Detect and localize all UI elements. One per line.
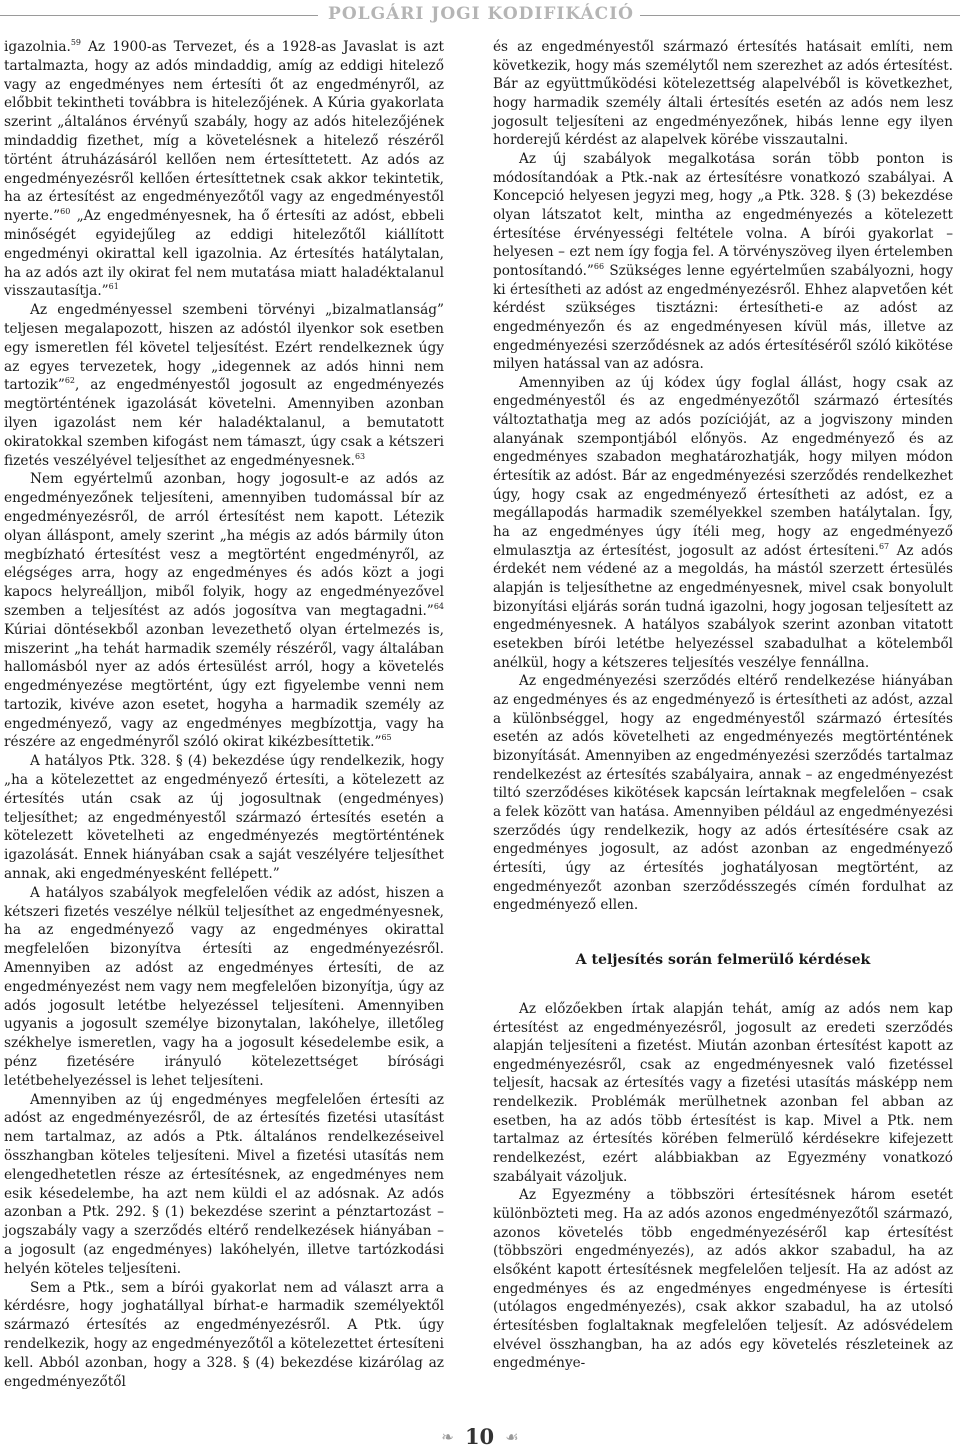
right-text-column (493, 38, 953, 1373)
paragraph (4, 301, 444, 470)
text-run: Amennyiben az új engedményes megfelelően értesíti az adóst az engedményezésről, de az értesítés fizetési utasítást nem tartalmaz, az adós a Ptk. általános rendelkezéseivel összhangban köteles teljesíteni. Mivel a fizetési utasítás nem elengedhetetlen része az értesítésnek, az engedményes nem esik késedelembe, ha azt nem küldi el az adósnak. Az adós azonban a Ptk. 292. § (1) bekezdése szerint a pénztartozást – jogszabály vagy a szerződés eltérő rendelkezések hiányában – a jogosult (az engedményes) lakóhelyén, illetve tartózkodási helyén köteles teljesíteni. (4, 1091, 444, 1277)
text-run: Az Egyezmény a többszöri értesítésnek három esetét különbözteti meg. Ha az adós azonos engedményezőtől származó, azonos követelés több engedményezéséről kap értesítést (többszöri engedményezés), az adós akkor szabadul, ha az elsőként kapott értesítésnek megfelelően teljesít. Ha az adóst az engedményes és az engedményes engedményese is értesíti (utólagos engedményezés), csak akkor szabadul, ha az utolsó értesítésben foglaltaknak megfelelően teljesít. Az adósvédelem elvével összhangban, ha az adós egy követelés részleteinek az engedménye- (493, 1187, 953, 1372)
text-run: Nem egyértelmű azonban, hogy jogosult-e az adós az engedményezőnek teljesíteni, amennyiben tudomással bír az engedményezésről, de arról értesítést nem kapott. Létezik olyan álláspont, amely szerint „ha mégis az adós bármily úton megbízható értesítést vesz a megtörtént engedményről, az elégséges arra, hogy az engedményes és adós közt a jogi kapocs helyreálljon, miből folyik, hogy az engedményezővel szemben a teljesítést az adós jogosítva van megtagadni.” (4, 471, 444, 619)
text-run: Az új szabályok megalkotása során több ponton is módosítandóak a Ptk.-nak az értesítésre vonatkozó szabályai. A Koncepció helyesen jegyzi meg, hogy „a Ptk. 328. § (3) bekezdése olyan látszatot kelt, mintha az engedményezés a kötelezett értesítése érvényességi feltétele volna. A bírói gyakorlat – helyesen – ezt nem így fogja fel. A törvényszöveg ilyen értelemben pontosítandó.” (493, 150, 953, 279)
paragraph (4, 38, 444, 301)
paragraph (4, 884, 444, 1091)
footnote-marker: 67 (878, 541, 890, 551)
footnote-marker: 66 (593, 261, 605, 271)
text-run: „Az engedményesnek, ha ő értesíti az adóst, ebbeli minőségét egyidejűleg az eddigi hitelezőtől kiállított engedményi okirattal kell igazolnia. Az értesítés hatálytalan, ha az adós azt ily okirat fel nem mutatása miatt haladéktalanul visszautasítja.” (4, 208, 444, 300)
paragraph (493, 1000, 953, 1187)
text-run: és az engedményestől származó értesítés hatásait említi, nem következik, hogy más személytől nem szerezhet az adós értesítést. Bár az együttműködési kötelezettség alapelvéből is következhet, hogy harmadik személy általi értesítés esetén az adós nem lesz jogosult teljesíteni az engedményezőnek, hibás lenne egy ilyen horderejű kérdést az alapelvek körébe visszautalni. (493, 39, 953, 149)
text-run: Sem a Ptk., sem a bírói gyakorlat nem ad választ arra a kérdésre, hogy joghatállyal bírhat-e harmadik személyektől származó értesítés az engedményezésről. A Ptk. úgy rendelkezik, hogy az engedményezőtől a kötelezettet értesíteni kell. Abból azonban, hogy a 328. § (4) bekezdése kizárólag az engedményezőtől (4, 1279, 444, 1390)
text-run: Szükséges lenne egyértelműen szabályozni, hogy ki értesítheti az adóst az engedményezésről. Ehhez alapvetően két kérdést szükséges tisztázni: értesítheti-e az adóst az engedményezőn és az engedményesen kívül más, illetve az engedményezési szerződésnek az adós értesítéséről szóló kikötése milyen hatással van az adósra. (493, 262, 953, 373)
paragraph (493, 374, 953, 673)
left-text-column (4, 38, 444, 1391)
text-run: A hatályos Ptk. 328. § (4) bekezdése úgy rendelkezik, hogy „ha a kötelezettet az engedményező értesíti, a kötelezett az értesítés után csak az új jogosultnak (engedményes) teljesíthet; az engedményestől származó értesítés esetén a kötelezett követelheti az engedményezés megtörténtének igazolását. Ennek hiányában csak a saját veszélyére teljesíthet annak, aki engedményesként fellépett.” (4, 753, 444, 883)
paragraph (493, 672, 953, 915)
footnote-marker: 61 (108, 282, 119, 292)
paragraph (4, 752, 444, 884)
footnote-marker: 64 (433, 601, 444, 611)
text-run: Kúriai döntésekből azonban levezethető olyan értelmezés is, miszerint „ha tehát harmadik személy részéről, vagy általában hallomásból nyer az adós értesülést arról, hogy a követelés engedményezése megtörtént, úgy ezt figyelembe venni nem tartozik, kivéve azon esetet, hogyha a harmadik személy az engedményező, vagy az engedményes megbízottja, vagy ha részére az engedményről szóló okirat kikézbesíttetik.” (4, 621, 444, 751)
section-heading: A teljesítés során felmerülő kérdések (575, 951, 871, 968)
footnote-marker: 63 (354, 451, 366, 461)
header-rule-right (640, 15, 960, 16)
folio-ornament-right-icon: ☙ (505, 1427, 519, 1446)
paragraph (4, 1279, 444, 1392)
text-run: , az engedményestől jogosult az engedményezés megtörténtének igazolását követelni. Amennyiben azonban ilyen igazolást nem kér haladéktalanul, a bemutatott okiratokkal szemben kifogást nem támaszt, úgy csak a kétszeri fizetés veszélyével teljesíthet az engedményesnek. (4, 377, 444, 469)
paragraph (4, 1091, 444, 1279)
text-run: Az adós érdekét nem védené az a megoldás, ha mástól szerzett értesülés alapján is teljesíthetne az engedményesnek, mivel csak bonyolult bizonyítási eljárás során tudná igazolni, hogy jogosan teljesített az engedményesnek. A hatályos szabályok szerint azonban vitatott esetekben bírói letétbe helyezéssel szabadulhat a kötelemből anélkül, hogy a kétszeres teljesítés veszélye fennállna. (493, 542, 953, 671)
text-run: igazolnia. (4, 39, 71, 55)
footnote-marker: 62 (64, 376, 76, 386)
paragraph (493, 1186, 953, 1373)
footnote-marker: 59 (70, 38, 82, 47)
paragraph (4, 470, 444, 752)
header-rule-left (0, 15, 318, 16)
paragraph (493, 38, 953, 150)
page-number: 10 (464, 1424, 495, 1449)
folio-ornament-left-icon: ❧ (441, 1427, 454, 1446)
running-title: POLGÁRI JOGI KODIFIKÁCIÓ (328, 4, 634, 24)
paragraph (493, 150, 953, 374)
text-run: Amennyiben az új kódex úgy foglal állást, hogy csak az engedményestől és az engedményezőtől származó értesítés változtathatja meg az adós pozícióját, az a jogviszony minden alanyának szempontjából előnyös. Az engedményező és az engedményes szabadon meghatározhatják, hogy milyen módon értesítik az adóst. Bár az engedményezési szerződés rendelkezhet úgy, hogy csak az engedményező értesítheti az adóst, ez a megállapodás harmadik személyekkel szemben hatálytalan. Így, ha az engedményes úgy ítéli meg, hogy az engedményező elmulasztja az értesítést, jogosult az adóst értesíteni. (493, 374, 953, 559)
text-run: Az engedményezési szerződés eltérő rendelkezése hiányában az engedményes és az engedményező is értesítheti az adóst, azzal a különbséggel, hogy az engedményestől származó értesítés esetén az adós követelheti az engedményezés megtörténtének bizonyítását. Amennyiben az engedményezési szerződés tartalmaz rendelkezést az értesítés szabályaira, annak – az engedményezést tiltó szerződéses kikötések kapcsán leírtaknak megfelelően – csak a felek között van hatása. Amennyiben például az engedményezési szerződés úgy rendelkezik, hogy az adós értesítésére csak az engedményes jogosult, az adóst azonban az engedményező értesíti, úgy az értesítés joghatályosan megtörtént, az engedményezőt azonban szerződésszegés címén fordulhat az engedményező ellen. (493, 673, 953, 914)
footnote-marker: 65 (381, 733, 392, 743)
text-run: Az előzőekben írtak alapján tehát, amíg az adós nem kap értesítést az engedményezésről, jogosult az eredeti szerződés alapján teljesíteni a fizetést. Miután azonban értesítést kapott az engedményezésről, csak az engedményesnek való fizetéssel teljesít, hacsak az értesítés vagy a fizetési utasítás másképp nem rendelkezik. Problémák merülhetnek azonban fel abban az esetben, ha az adós több értesítést is kap. Mivel a Ptk. nem tartalmaz az értesítés körében felmerülő kérdésekre kifejezett rendelkezést, ezért alábbiakban az Egyezmény vonatkozó szabályait vázoljuk. (493, 1000, 953, 1185)
footnote-marker: 60 (60, 207, 71, 217)
text-run: A hatályos szabályok megfelelően védik az adóst, hiszen a kétszeri fizetés veszélye nélkül teljesíthet az engedményesnek, ha az engedményező vagy az engedményes okirattal megfelelően bizonyítva értesíti az engedményezésről. Amennyiben az adóst az engedményes értesíti, de az engedményezést nem vagy nem megfelelően bizonyítja, úgy az adós jogosult letétbe helyezéssel teljesíteni. Amennyiben ugyanis a jogosult személye bizonytalan, lakóhelye, illetőleg székhelye ismeretlen, vagy ha a jogosult késedelembe esik, a pénz fizetésére irányuló kötelezettséget bírósági letétbehelyezéssel is lehet teljesíteni. (4, 884, 444, 1089)
text-run: Az 1900-as Tervezet, és a 1928-as Javaslat is azt tartalmazta, hogy az adós mindaddig, amíg az eddigi hitelező vagy az engedményes nem értesíti őt az engedményről, az előbbit tekintheti továbbra is hitelezőjének. A Kúria gyakorlata szerint „általános érvényű szabály, hogy az adós hitelezőjének mindaddig fizethet, míg a követelésnek a hitelező részéről történt átruházásáról kellően nem értesíttetett. Az adós az engedményezésről kellően értesíttetnek csak akkor tekintetik, ha az értesítést az engedményezőtől vagy az engedményestől nyerte.” (4, 39, 444, 225)
text-run: Az engedményessel szembeni törvényi „bizalmatlanság” teljesen megalapozott, hiszen az adóstól ilyenkor sok esetben egy ismeretlen fél követel teljesítést. Ezért rendelkeznek úgy az egyes tervezetek, hogy „idegennek az adós hinni nem tartozik” (4, 302, 444, 394)
running-header (0, 0, 960, 34)
page-footer (400, 1424, 560, 1448)
